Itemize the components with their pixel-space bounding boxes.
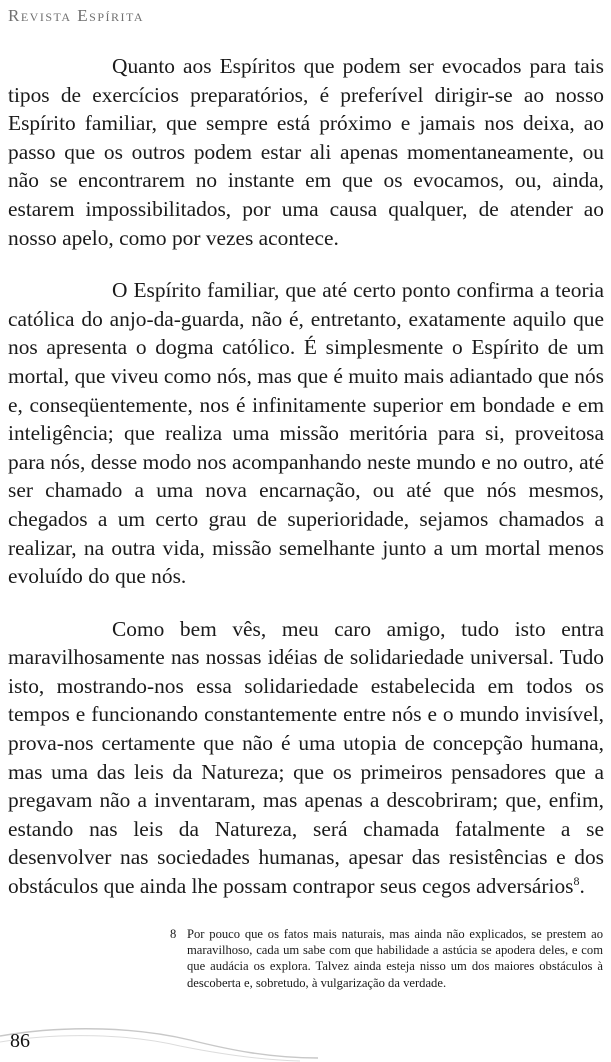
paragraph-3-text: Como bem vês, meu caro amigo, tudo isto entra maravilhosamente nas nossas idéias de solidariedade universal. Tudo isto, mostrando-nos essa solidariedade estabelecida em todos os tempos e funcionando constantemente entre nós e o mundo invisível, prova-nos certamente que não é uma utopia de concepção humana, mas uma das leis da Natureza; que os primeiros pensadores que a pregavam não a inventaram, mas apenas a descobriram; que, enfim, estando nas leis da Natureza, será chamada fatalmente a se desenvolver nas sociedades humanas, apesar das resistências e dos obstáculos que ainda lhe possam contrapor seus cegos adversários [8,616,604,899]
footnote-reference[interactable]: 8 [573,873,580,888]
paragraph-3-end: . [579,874,585,899]
swoosh-curve-inner [0,1036,300,1061]
footnote-text: Por pouco que os fatos mais naturais, mas ainda não explicados, se prestem ao maravilhoso, cada um sabe com que habilidade a astúcia se apodera deles, e com que audácia os explora. Talvez ainda esteja nisso um dos maiores obstáculos à descoberta e, sobretudo, à vulgarização da verdade. [187,927,603,990]
page-number: 86 [10,1030,30,1052]
footnote [170,926,603,991]
body-text [8,52,604,901]
swoosh-curve [0,1029,318,1058]
paragraph-2: O Espírito familiar, que até certo ponto confirma a teoria católica do anjo-da-guarda, não é, entretanto, exatamente aquilo que nos apresenta o dogma católico. É simplesmente o Espírito de um mortal, que viveu como nós, mas que é muito mais adiantado que nós e, conseqüentemente, nos é infinitamente superior em bondade e em inteligência; que realiza uma missão meritória para si, proveitosa para nós, desse modo nos acompanhando neste mundo e no outro, até ser chamado a uma nova encarnação, ou até que nós mesmos, chegados a um certo grau de superioridade, sejamos chamados a realizar, na outra vida, missão semelhante junto a um mortal menos evoluído do que nós. [8,278,604,589]
decorative-swoosh [0,1018,320,1062]
running-header: Revista Espírita [8,6,145,25]
paragraph-1: Quanto aos Espíritos que podem ser evocados para tais tipos de exercícios preparatórios, é preferível dirigir-se ao nosso Espírito familiar, que sempre está próximo e jamais nos deixa, ao passo que os outros podem estar ali apenas momentaneamente, ou não se encontrarem no instante em que os evocamos, ou, ainda, estarem impossibilitados, por uma causa qualquer, de atender ao nosso apelo, como por vezes acontece. [8,54,604,250]
paragraph-3 [8,615,604,901]
footnote-number: 8 [170,927,177,941]
